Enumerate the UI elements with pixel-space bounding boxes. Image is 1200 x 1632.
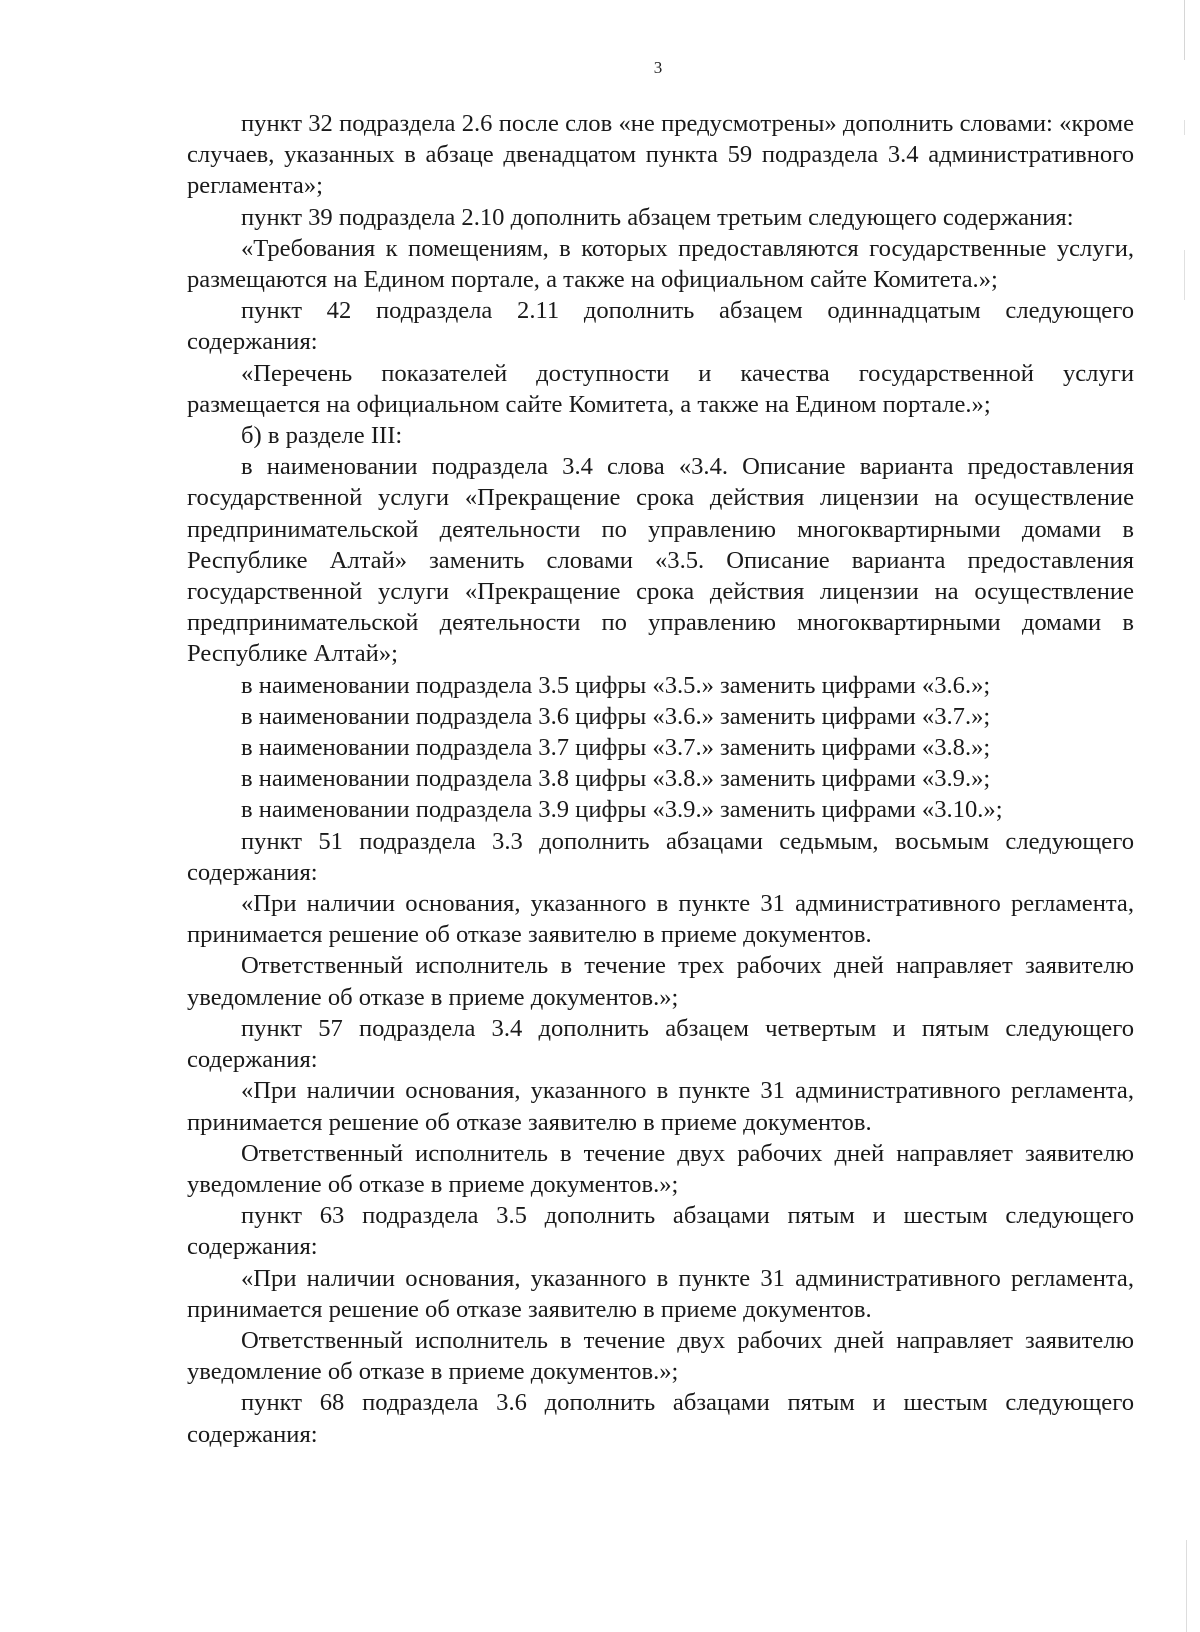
scan-edge-line (1184, 0, 1185, 1632)
paragraph: Ответственный исполнитель в течение двух рабочих дней направляет заявителю уведомление об отказе в приеме документов.»; (187, 1326, 1134, 1386)
paragraph: б) в разделе III: (241, 422, 403, 450)
paragraph: в наименовании подраздела 3.9 цифры «3.9.» заменить цифрами «3.10.»; (241, 796, 1003, 824)
paragraph: Ответственный исполнитель в течение двух рабочих дней направляет заявителю уведомление об отказе в приеме документов.»; (187, 1139, 1134, 1198)
paragraph: пункт 51 подраздела 3.3 дополнить абзацами седьмым, восьмым следующего содержания: (187, 827, 1134, 886)
paragraph: «Перечень показателей доступности и качества государственной услуги размещается на официальном сайте Комитета, а также на Едином портале.»; (187, 359, 1134, 418)
paragraph: «При наличии основания, указанного в пункте 31 административного регламента, принимается решение об отказе заявителю в приеме документов. (187, 890, 1134, 949)
paragraph: пункт 39 подраздела 2.10 дополнить абзацем третьим следующего содержания: (241, 203, 1074, 231)
paragraph: «При наличии основания, указанного в пункте 31 административного регламента, принимается решение об отказе заявителю в приеме документов. (187, 1077, 1134, 1136)
paragraph: в наименовании подраздела 3.6 цифры «3.6.» заменить цифрами «3.7.»; (241, 702, 991, 730)
paragraph: пункт 63 подраздела 3.5 дополнить абзацами пятым и шестым следующего содержания: (187, 1202, 1134, 1261)
paragraph: «При наличии основания, указанного в пункте 31 административного регламента, принимается решение об отказе заявителю в приеме документов. (187, 1264, 1134, 1323)
paragraph: пункт 68 подраздела 3.6 дополнить абзацами пятым и шестым следующего содержания: (187, 1389, 1134, 1448)
document-body (187, 108, 1134, 1450)
paragraph: в наименовании подраздела 3.5 цифры «3.5.» заменить цифрами «3.6.»; (241, 671, 991, 699)
paragraph: в наименовании подраздела 3.8 цифры «3.8.» заменить цифрами «3.9.»; (241, 765, 991, 793)
paragraph: пункт 32 подраздела 2.6 после слов «не предусмотрены» дополнить словами: «кроме случаев, указанных в абзаце двенадцатом пункта 59 подраздела 3.4 административного регламента»; (187, 110, 1134, 200)
paragraph: пункт 42 подраздела 2.11 дополнить абзацем одиннадцатым следующего содержания: (187, 297, 1134, 356)
paragraph: «Требования к помещениям, в которых предоставляются государственные услуги, размещаются на Едином портале, а также на официальном сайте Комитета.»; (187, 234, 1134, 294)
page-number: 3 (653, 58, 663, 77)
paragraph: пункт 57 подраздела 3.4 дополнить абзацем четвертым и пятым следующего содержания: (187, 1014, 1134, 1074)
paragraph: в наименовании подраздела 3.4 слова «3.4. Описание варианта предоставления государственной услуги «Прекращение срока действия лицензии на осуществление предпринимательской деятельности по управлению многоквартирными домами в Республике Алтай» заменить словами «3.5. Описание варианта предоставления государственной услуги «Прекращение срока действия лицензии на осуществление предпринимательской деятельности по управлению многоквартирными домами в Республике Алтай»; (187, 453, 1134, 668)
paragraph: Ответственный исполнитель в течение трех рабочих дней направляет заявителю уведомление об отказе в приеме документов.»; (187, 952, 1134, 1011)
scan-edge-line (1186, 1540, 1187, 1632)
paragraph: в наименовании подраздела 3.7 цифры «3.7.» заменить цифрами «3.8.»; (241, 734, 991, 762)
